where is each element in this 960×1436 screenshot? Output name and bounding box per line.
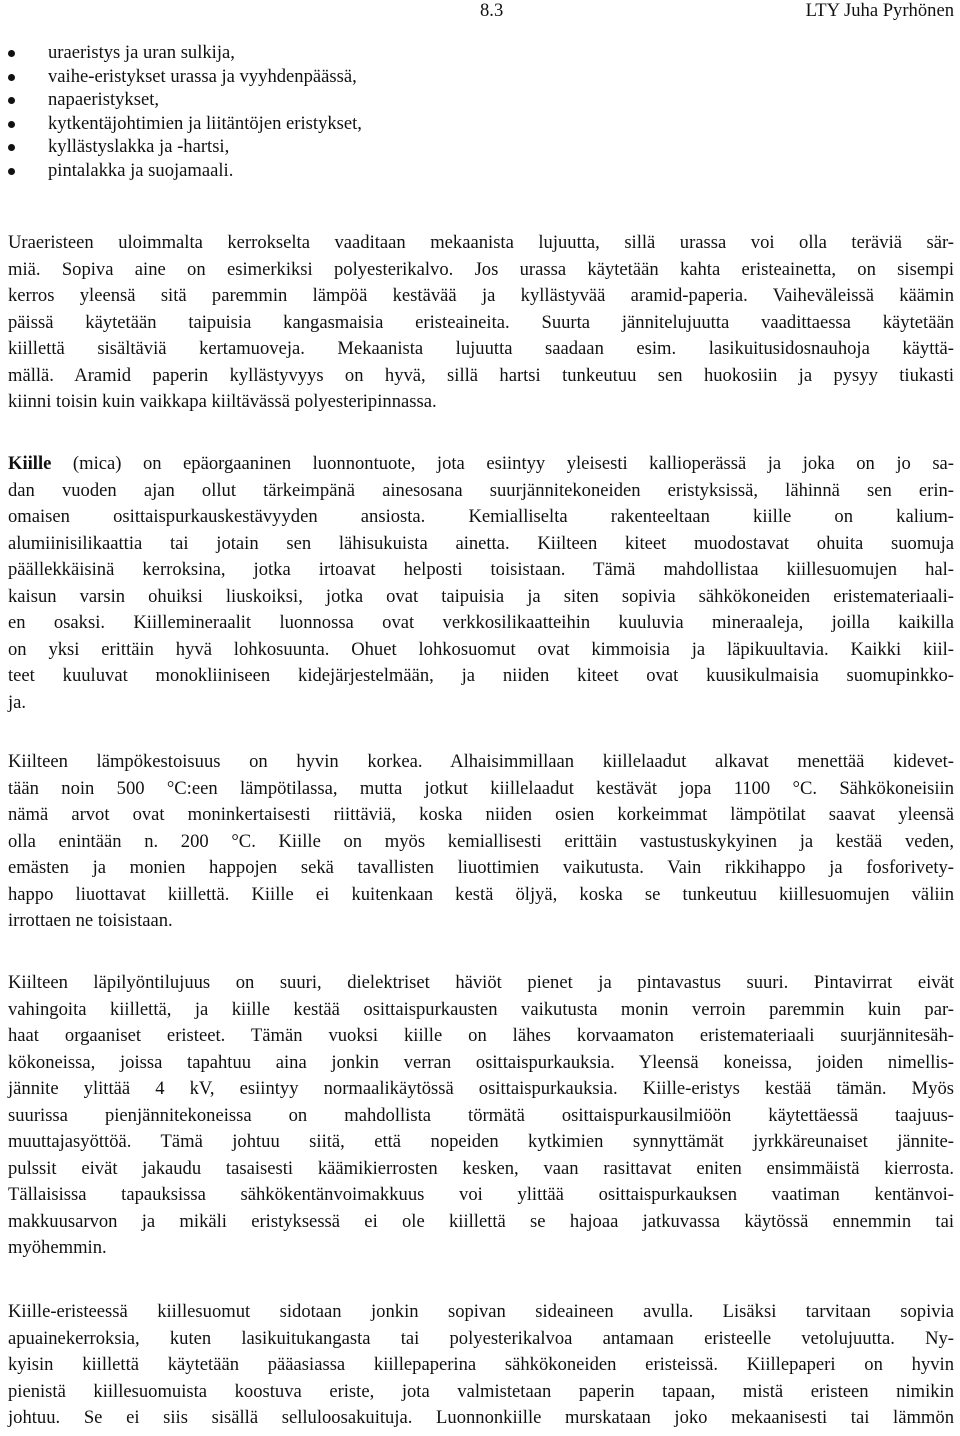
text-line: johtuu. Se ei siis sisällä selluloosakuituja. Luonnonkiille murskataan joko mekaanisesti tai lämmön [8, 1407, 954, 1428]
text-line: kiinni toisin kuin vaikkapa kiiltävässä polyesteripinnassa. [8, 391, 437, 412]
term-mica: Kiille [8, 453, 52, 474]
text-line: apuainekerroksia, kuten lasikuitukangasta tai polyesterikalvoa antamaan eristeelle vetolujuutta. Ny- [8, 1327, 954, 1349]
text-line: omaisen osittaispurkauskestävyyden ansiosta. Kemialliselta rakenteeltaan kiille on kalium- [8, 506, 954, 527]
author-name: LTY Juha Pyrhönen [805, 0, 954, 21]
text-line: pulssit eivät jakaudu tasaisesti käämikierrosten kesken, vaan rasittavat eniten ensimmäistä kierrosta. [8, 1157, 954, 1179]
text-line: jännite ylittää 4 kV, esiintyy normaalikäytössä osittaispurkauksia. Kiille-eristys kestää tämän. Myös [8, 1078, 954, 1099]
bullet-icon [8, 74, 15, 81]
text-line: mällä. Aramid paperin kyllästyvyys on hyvä, sillä hartsi tunkeutuu sen huokosiin ja pysyy tiukasti [8, 364, 954, 386]
list-item: kytkentäjohtimien ja liitäntöjen eristykset, [8, 112, 948, 136]
text-line: kyisin kiillettä käytetään pääasiassa kiillepaperina sähkökoneiden eristeissä. Kiillepaperi on hyvin [8, 1354, 954, 1375]
text-line: päällekkäisinä kerroksina, jotka irtoavat helposti toisistaan. Tämä mahdollistaa kiillesuomujen hal- [8, 559, 954, 580]
bullet-list [8, 41, 948, 183]
paragraph-dielectric [8, 970, 954, 1262]
text-line: on yksi erittäin hyvä lohkosuunta. Ohuet lohkosuomut ovat kimmoisia ja läpikuultavia. Kaikki kiil- [8, 638, 954, 660]
text-line: Kiilteen läpilyöntilujuus on suuri, dielektriset häviöt pienet ja pintavastus suuri. Pintavirrat eivät [8, 972, 954, 993]
text-line: haat orgaaniset eristeet. Tämän vuoksi kiille on lähes korvaamaton eristemateriaali suurjännitesäh- [8, 1025, 954, 1046]
list-item: uraeristys ja uran sulkija, [8, 41, 948, 65]
text-line: en osaksi. Kiillemineraalit luonnossa ovat verkkosilikaatteihin kuuluvia mineraaleja, joilla kaikilla [8, 612, 954, 633]
text-line: tään noin 500 °C:een lämpötilassa, mutta jotkut kiillelaadut kestävät jopa 1100 °C. Sähkökoneisiin [8, 777, 954, 799]
paragraph-insulation-layers [8, 230, 954, 416]
text-line: miä. Sopiva aine on esimerkiksi polyesterikalvo. Jos urassa käytetään kahta eristeainetta, on sisempi [8, 258, 954, 280]
list-item: pintalakka ja suojamaali. [8, 159, 948, 183]
text-line: teet kuuluvat monokliiniseen kidejärjestelmään, ja niiden kiteet ovat kuusikulmaisia suomupinkko- [8, 665, 954, 686]
list-item: kyllästyslakka ja -hartsi, [8, 135, 948, 159]
text-line: pienistä kiillesuomuista koostuva eriste, jota valmistetaan paperin tapaan, mistä eristeen nimikin [8, 1380, 954, 1402]
bullet-icon [8, 144, 15, 151]
text-line: vahingoita kiillettä, ja kiille kestää osittaispurkausten vaikutusta monin verroin paremmin kuin par- [8, 998, 954, 1020]
text-line: kerros yleensä sitä paremmin lämpöä kestävää ja kyllästyvää aramid-paperia. Vaiheväleissä käämin [8, 285, 954, 306]
text-line: alumiinisilikaattia tai jotain sen lähisukuista ainetta. Kiilteen kiteet muodostavat ohuita suomuja [8, 532, 954, 554]
text-line: dan vuoden ajan ollut tärkeimpänä ainesosana suurjännitekoneiden eristyksissä, lähinnä sen erin- [8, 479, 954, 501]
text-line: kaisun varsin ohuiksi liuskoiksi, jotka ovat taipuisia ja siten sopivia sähkökoneiden eristemateriaali- [8, 585, 954, 607]
list-item: napaeristykset, [8, 88, 948, 112]
list-item: vaihe-eristykset urassa ja vyyhdenpäässä, [8, 65, 948, 89]
paragraph-heat-resistance [8, 749, 954, 935]
text-line: päissä käytetään taipuisia kangasmaisia eristeaineita. Suurta jännitelujuutta vaadittaessa käytetään [8, 311, 954, 333]
text-line: nämä arvot ovat moninkertaisesti riittäviä, koska niiden osien korkeimmat lämpötilat saavat yleensä [8, 804, 954, 825]
paragraph-mica-paper [8, 1299, 954, 1432]
text-line: Kiille-eristeessä kiillesuomut sidotaan jonkin sopivan sideaineen avulla. Lisäksi tarvitaan sopivia [8, 1301, 954, 1322]
text-line: Tällaisissa tapauksissa sähkökentänvoimakkuus voi ylittää osittaispurkauksen vaatiman kentänvoi- [8, 1184, 954, 1205]
section-number: 8.3 [480, 0, 504, 21]
text-line: makkuusarvon ja mikäli eristyksessä ei ole kiillettä se hajoaa jatkuvassa käytössä ennemmin tai [8, 1210, 954, 1232]
text-line: Uraeristeen uloimmalta kerrokselta vaaditaan mekaanista lujuutta, sillä urassa voi olla teräviä sär- [8, 232, 954, 253]
text-line: muuttajasyöttöä. Tämä johtuu siitä, että nopeiden kytkimien synnyttämät jyrkkäreunaiset jännite- [8, 1131, 954, 1152]
text-line: Kiille (mica) on epäorgaaninen luonnontuote, jota esiintyy yleisesti kallioperässä ja joka on jo sa- [8, 453, 954, 474]
text-line: irrottaen ne toisistaan. [8, 910, 173, 931]
text-line: kökoneissa, joissa tapahtuu aina jonkin verran osittaispurkauksia. Yleensä koneissa, joiden nimellis- [8, 1051, 954, 1073]
text-line: myöhemmin. [8, 1237, 107, 1258]
paragraph-mica [8, 451, 954, 716]
text-line: Kiilteen lämpökestoisuus on hyvin korkea. Alhaisimmillaan kiillelaadut alkavat menettää kidevet- [8, 751, 954, 772]
bullet-icon [8, 168, 15, 175]
text-line: happo liuottavat kiillettä. Kiille ei kuitenkaan kestä öljyä, koska se tunkeutuu kiillesuomujen väliin [8, 883, 954, 905]
text-line: olla enintään n. 200 °C. Kiille on myös kemiallisesti erittäin vastustuskykyinen ja kestää veden, [8, 830, 954, 852]
text-line: ja. [8, 691, 27, 713]
bullet-icon [8, 121, 15, 128]
text-line: kiillettä sisältäviä kertamuoveja. Mekaanista lujuutta saadaan esim. lasikuitusidosnauhoja käyttä- [8, 338, 954, 359]
text-line: emästen ja monien happojen sekä tavallisten liuottimien vaikutusta. Vain rikkihappo ja fosforivety- [8, 857, 954, 878]
bullet-icon [8, 50, 15, 57]
bullet-icon [8, 97, 15, 104]
text-line: suurissa pienjännitekoneissa on mahdollista törmätä osittaispurkausilmiöön käytettäessä taajuus- [8, 1104, 954, 1126]
